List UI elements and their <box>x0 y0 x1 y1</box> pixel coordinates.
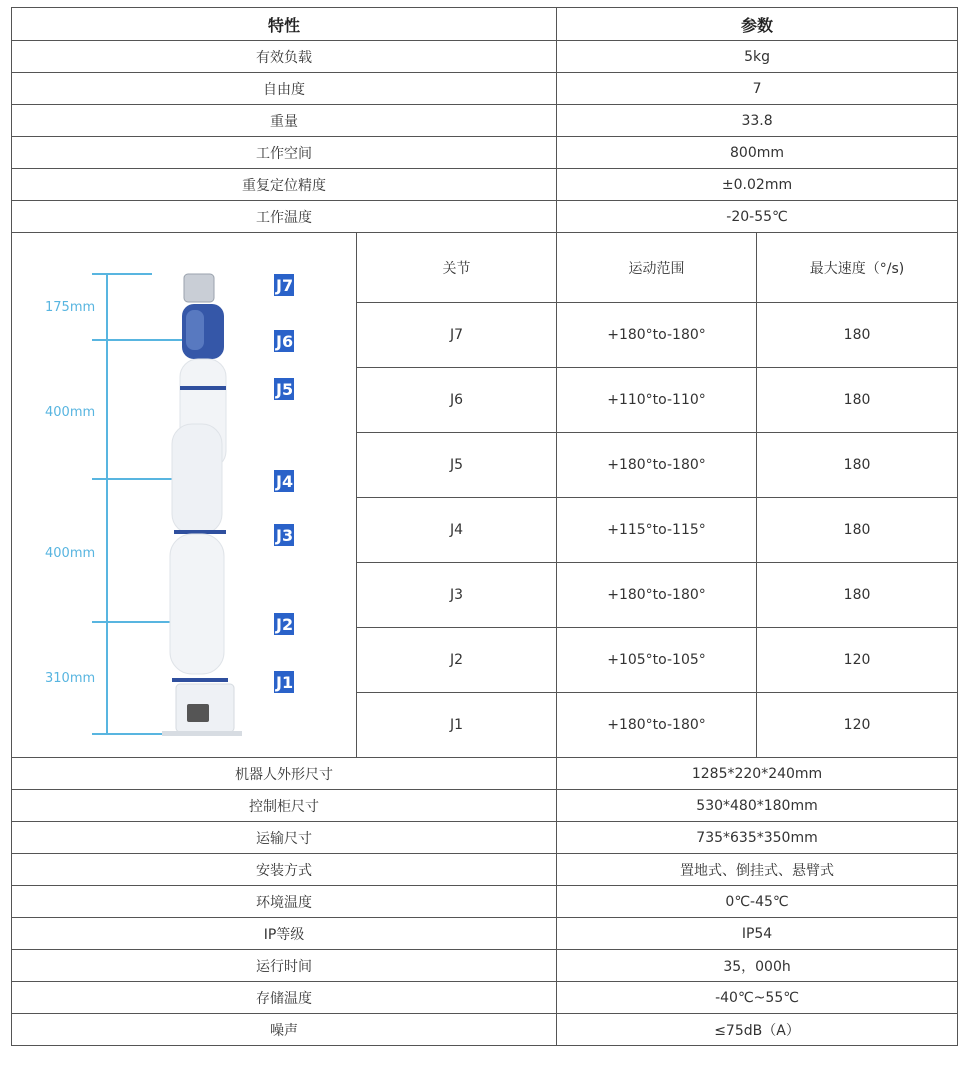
header-param: 参数 <box>557 8 958 41</box>
dimension-label: 400mm <box>45 546 96 561</box>
joint-speed: 180 <box>757 368 958 433</box>
table-row <box>12 201 958 233</box>
joint-badge-j6: J6 <box>276 332 294 351</box>
joint-name: J2 <box>357 628 557 693</box>
joint-name: J3 <box>357 563 557 628</box>
table-row <box>12 918 958 950</box>
joint-badge-j5: J5 <box>276 380 294 399</box>
row-label: 重量 <box>12 105 557 137</box>
row-value: IP54 <box>557 918 958 950</box>
row-label: 重复定位精度 <box>12 169 557 201</box>
row-value: -40℃~55℃ <box>557 982 958 1014</box>
joint-speed: 180 <box>757 498 958 563</box>
row-value: 530*480*180mm <box>557 790 958 822</box>
row-label: 存储温度 <box>12 982 557 1014</box>
row-value: 33.8 <box>557 105 958 137</box>
joint-header-row <box>12 233 958 303</box>
table-row <box>12 1014 958 1046</box>
row-value: 7 <box>557 73 958 105</box>
robot-arm-body <box>162 274 242 736</box>
row-value: ≤75dB（A） <box>557 1014 958 1046</box>
joint-range: +180°to-180° <box>557 303 757 368</box>
robot-arm-figure <box>12 234 355 756</box>
joint-col-header: 关节 <box>357 233 557 303</box>
table-row <box>12 886 958 918</box>
joint-speed: 180 <box>757 433 958 498</box>
table-row <box>12 41 958 73</box>
joint-speed: 120 <box>757 628 958 693</box>
table-row <box>12 73 958 105</box>
dimension-label: 400mm <box>45 405 96 420</box>
row-label: 有效负载 <box>12 41 557 73</box>
row-label: 环境温度 <box>12 886 557 918</box>
row-label: 自由度 <box>12 73 557 105</box>
robot-figure-cell <box>12 233 357 758</box>
row-label: 控制柜尺寸 <box>12 790 557 822</box>
joint-badges <box>274 274 294 693</box>
row-label: 运输尺寸 <box>12 822 557 854</box>
row-value: 735*635*350mm <box>557 822 958 854</box>
table-row <box>12 137 958 169</box>
table-row <box>12 790 958 822</box>
joint-name: J6 <box>357 368 557 433</box>
table-row <box>12 950 958 982</box>
joint-badge-j3: J3 <box>276 526 294 545</box>
joint-range: +105°to-105° <box>557 628 757 693</box>
spec-table <box>11 7 958 1046</box>
joint-badge-j4: J4 <box>276 472 294 491</box>
row-value: 0℃-45℃ <box>557 886 958 918</box>
row-label: IP等级 <box>12 918 557 950</box>
row-label: 运行时间 <box>12 950 557 982</box>
dimension-label: 310mm <box>45 671 96 686</box>
row-label: 安装方式 <box>12 854 557 886</box>
header-feature: 特性 <box>12 8 557 41</box>
joint-range: +110°to-110° <box>557 368 757 433</box>
row-label: 机器人外形尺寸 <box>12 758 557 790</box>
table-row <box>12 105 958 137</box>
joint-range: +180°to-180° <box>557 693 757 758</box>
speed-col-header: 最大速度（°/s) <box>757 233 958 303</box>
joint-speed: 180 <box>757 563 958 628</box>
joint-name: J5 <box>357 433 557 498</box>
joint-badge-j7: J7 <box>276 276 294 295</box>
table-row <box>12 854 958 886</box>
table-row <box>12 822 958 854</box>
table-row <box>12 982 958 1014</box>
joint-range: +180°to-180° <box>557 563 757 628</box>
joint-name: J1 <box>357 693 557 758</box>
row-value: ±0.02mm <box>557 169 958 201</box>
row-value: 800mm <box>557 137 958 169</box>
joint-name: J7 <box>357 303 557 368</box>
table-row <box>12 169 958 201</box>
row-value: 1285*220*240mm <box>557 758 958 790</box>
row-value: 置地式、倒挂式、悬臂式 <box>557 854 958 886</box>
joint-speed: 120 <box>757 693 958 758</box>
row-value: 35，000h <box>557 950 958 982</box>
joint-range: +115°to-115° <box>557 498 757 563</box>
row-label: 工作空间 <box>12 137 557 169</box>
joint-badge-j1: J1 <box>276 673 294 692</box>
joint-range: +180°to-180° <box>557 433 757 498</box>
joint-badge-j2: J2 <box>276 615 294 634</box>
joint-speed: 180 <box>757 303 958 368</box>
dimension-label: 175mm <box>45 300 96 315</box>
row-label: 噪声 <box>12 1014 557 1046</box>
row-value: -20-55℃ <box>557 201 958 233</box>
row-label: 工作温度 <box>12 201 557 233</box>
joint-name: J4 <box>357 498 557 563</box>
row-value: 5kg <box>557 41 958 73</box>
table-row <box>12 758 958 790</box>
range-col-header: 运动范围 <box>557 233 757 303</box>
table-header-row <box>12 8 958 41</box>
